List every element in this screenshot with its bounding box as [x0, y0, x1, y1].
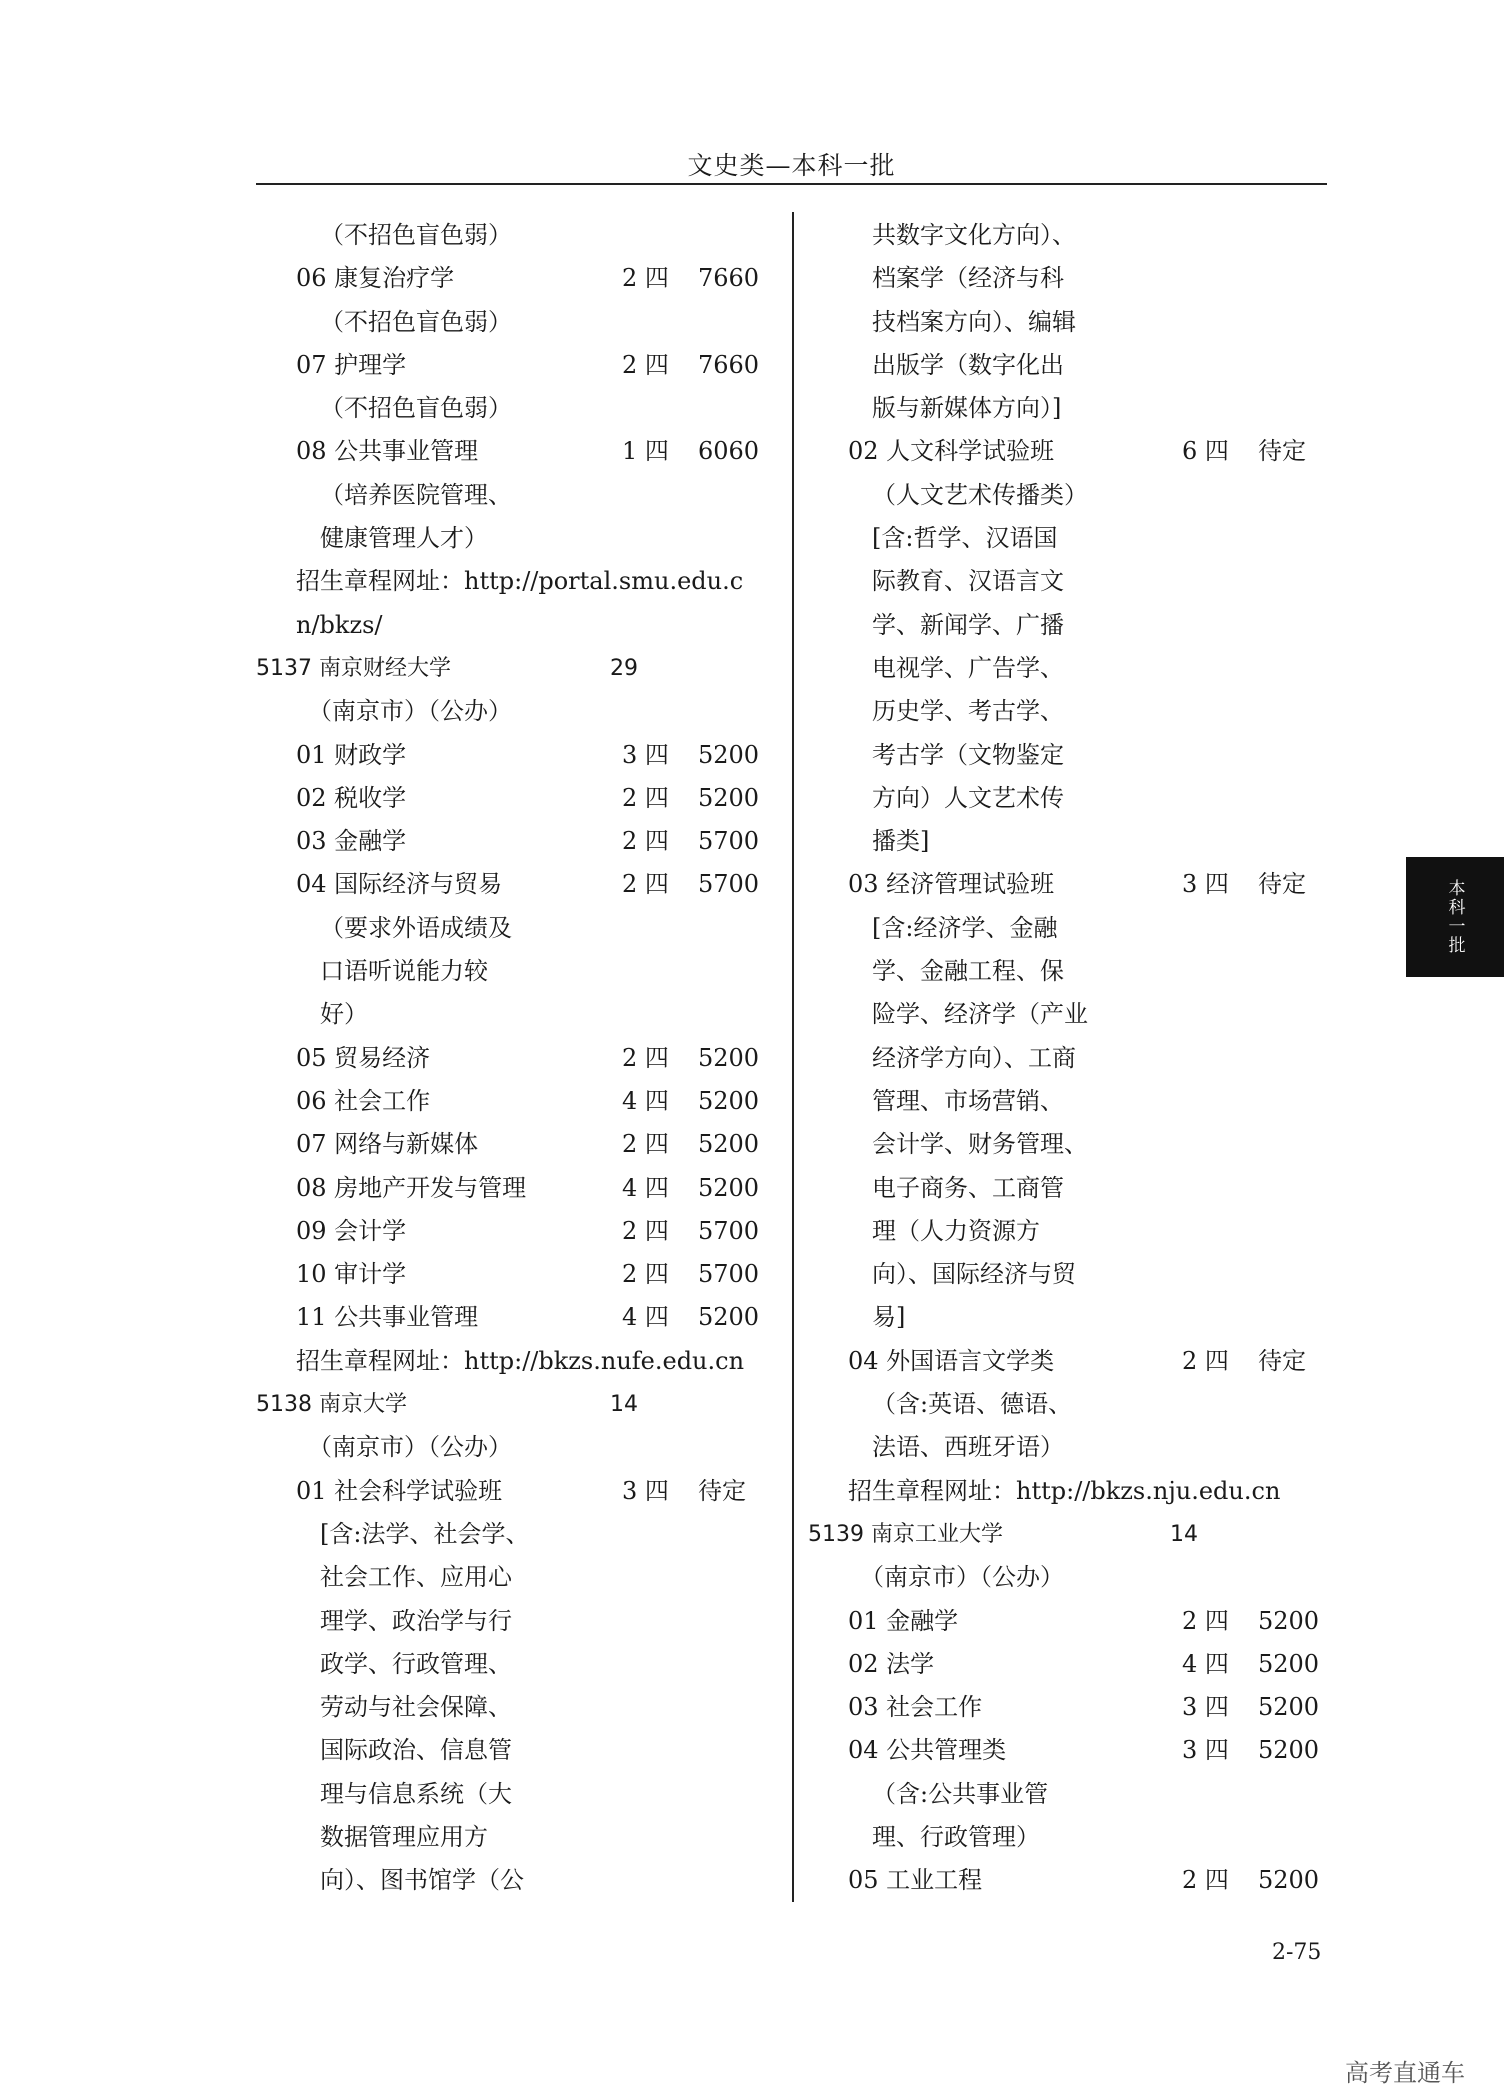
note-line: 播类] — [872, 827, 930, 856]
major-quota-duration: 3 四 — [622, 740, 669, 769]
major-quota-duration: 6 四 — [1182, 437, 1229, 466]
note-line: 理（人力资源方 — [872, 1216, 1040, 1245]
note-line: 档案学（经济与科 — [872, 264, 1064, 293]
major-row — [256, 1080, 776, 1123]
note-line: 易] — [872, 1303, 906, 1332]
major-name: 04 国际经济与贸易 — [296, 870, 503, 899]
major-tuition: 5200 — [1258, 1866, 1320, 1895]
note-line: 数据管理应用方 — [320, 1822, 488, 1851]
major-name: 03 金融学 — [296, 827, 407, 856]
left-column — [256, 214, 776, 1903]
major-tuition: 5700 — [698, 1260, 760, 1289]
note-line: （要求外语成绩及 — [320, 913, 512, 942]
major-tuition: 5200 — [698, 1130, 760, 1159]
note-line: 理、行政管理） — [872, 1822, 1040, 1851]
admissions-url-line: 招生章程网址：http://portal.smu.edu.c — [296, 567, 744, 596]
major-quota-duration: 3 四 — [622, 1476, 669, 1505]
major-name: 01 社会科学试验班 — [296, 1476, 503, 1505]
major-row — [256, 734, 776, 777]
note-line: 向）、图书馆学（公 — [320, 1866, 524, 1895]
note-line: 电视学、广告学、 — [872, 653, 1064, 682]
major-name: 07 网络与新媒体 — [296, 1130, 479, 1159]
major-tuition: 待定 — [1258, 1346, 1306, 1375]
note-line: 理学、政治学与行 — [320, 1606, 512, 1635]
major-quota-duration: 2 四 — [622, 1130, 669, 1159]
note-line: 管理、市场营销、 — [872, 1086, 1064, 1115]
institution-name: 5138 南京大学 — [256, 1392, 407, 1418]
major-name: 05 贸易经济 — [296, 1043, 431, 1072]
major-name: 08 房地产开发与管理 — [296, 1173, 527, 1202]
note-line: 考古学（文物鉴定 — [872, 740, 1064, 769]
note-line: （含:公共事业管 — [872, 1779, 1049, 1808]
note-line: 会计学、财务管理、 — [872, 1130, 1088, 1159]
note-line: 健康管理人才） — [320, 524, 488, 553]
note-line: 方向）人文艺术传 — [872, 783, 1064, 812]
major-row — [256, 1210, 776, 1253]
major-row — [256, 1253, 776, 1296]
note-line: 劳动与社会保障、 — [320, 1693, 512, 1722]
major-name: 04 外国语言文学类 — [848, 1346, 1055, 1375]
note-line: 好） — [320, 1000, 368, 1029]
page-header-title: 文史类—本科一批 — [687, 151, 896, 180]
major-quota-duration: 4 四 — [622, 1086, 669, 1115]
major-quota-duration: 4 四 — [1182, 1649, 1229, 1678]
major-tuition: 5700 — [698, 1216, 760, 1245]
major-name: 06 社会工作 — [296, 1086, 431, 1115]
note-line: （不招色盲色弱） — [320, 394, 512, 423]
institution-quota: 14 — [1170, 1521, 1198, 1547]
note-line: （南京市）（公办） — [308, 1433, 512, 1462]
major-row — [808, 1729, 1324, 1772]
major-tuition: 5700 — [698, 827, 760, 856]
major-name: 09 会计学 — [296, 1216, 407, 1245]
major-tuition: 5200 — [1258, 1606, 1320, 1635]
major-row — [256, 863, 776, 906]
major-row — [808, 1643, 1324, 1686]
note-line: （不招色盲色弱） — [320, 307, 512, 336]
note-line: 法语、西班牙语） — [872, 1433, 1064, 1462]
admissions-url-line: 招生章程网址：http://bkzs.nju.edu.cn — [848, 1476, 1281, 1505]
institution-row — [256, 647, 776, 690]
major-row — [256, 1167, 776, 1210]
major-quota-duration: 3 四 — [1182, 1693, 1229, 1722]
major-row — [256, 344, 776, 387]
major-tuition: 5200 — [1258, 1736, 1320, 1765]
major-tuition: 7660 — [698, 350, 760, 379]
major-name: 08 公共事业管理 — [296, 437, 479, 466]
major-quota-duration: 1 四 — [622, 437, 669, 466]
major-row — [256, 430, 776, 473]
major-row — [256, 777, 776, 820]
major-quota-duration: 2 四 — [622, 1216, 669, 1245]
note-line: （南京市）（公办） — [308, 697, 512, 726]
major-row — [256, 820, 776, 863]
major-tuition: 5200 — [1258, 1693, 1320, 1722]
major-quota-duration: 2 四 — [622, 870, 669, 899]
institution-row — [256, 1383, 776, 1426]
major-quota-duration: 3 四 — [1182, 870, 1229, 899]
major-name: 01 金融学 — [848, 1606, 959, 1635]
major-name: 06 康复治疗学 — [296, 264, 455, 293]
note-line: 际教育、汉语言文 — [872, 567, 1064, 596]
note-line: [含:经济学、金融 — [872, 913, 1058, 942]
major-name: 03 经济管理试验班 — [848, 870, 1055, 899]
note-line: 口语听说能力较 — [320, 957, 488, 986]
major-tuition: 5200 — [698, 740, 760, 769]
major-tuition: 5200 — [698, 783, 760, 812]
note-line: （培养医院管理、 — [320, 480, 512, 509]
column-divider — [792, 212, 794, 1902]
note-line: 共数字文化方向）、 — [872, 221, 1076, 249]
note-line: 电子商务、工商管 — [872, 1173, 1064, 1202]
major-tuition: 待定 — [698, 1476, 746, 1505]
major-tuition: 5200 — [698, 1043, 760, 1072]
major-row — [808, 1340, 1324, 1383]
major-tuition: 待定 — [1258, 870, 1306, 899]
note-line: （人文艺术传播类） — [872, 480, 1088, 509]
note-line: 出版学（数字化出 — [872, 350, 1064, 379]
note-line: （含:英语、德语、 — [872, 1390, 1073, 1419]
major-quota-duration: 4 四 — [622, 1173, 669, 1202]
note-line: 险学、经济学（产业 — [872, 1000, 1088, 1029]
admissions-url-line: 招生章程网址：http://bkzs.nufe.edu.cn — [296, 1346, 745, 1375]
note-line: 历史学、考古学、 — [872, 697, 1064, 726]
major-tuition: 7660 — [698, 264, 760, 293]
admissions-url-line: n/bkzs/ — [296, 610, 383, 639]
major-quota-duration: 2 四 — [622, 783, 669, 812]
major-quota-duration: 2 四 — [622, 1260, 669, 1289]
major-row — [808, 430, 1324, 473]
major-tuition: 5200 — [698, 1173, 760, 1202]
major-name: 01 财政学 — [296, 740, 407, 769]
note-line: （南京市）（公办） — [860, 1563, 1064, 1592]
major-row — [808, 1686, 1324, 1729]
institution-row — [808, 1513, 1324, 1556]
major-tuition: 5200 — [698, 1303, 760, 1332]
page-number: 2-75 — [1272, 1940, 1322, 1965]
major-quota-duration: 3 四 — [1182, 1736, 1229, 1765]
major-name: 02 法学 — [848, 1649, 935, 1678]
major-quota-duration: 4 四 — [622, 1303, 669, 1332]
major-tuition: 5200 — [1258, 1649, 1320, 1678]
major-tuition: 5200 — [698, 1086, 760, 1115]
institution-name: 5139 南京工业大学 — [808, 1521, 1003, 1547]
major-name: 04 公共管理类 — [848, 1736, 1007, 1765]
note-line: 国际政治、信息管 — [320, 1736, 512, 1765]
major-quota-duration: 2 四 — [1182, 1606, 1229, 1635]
major-row — [808, 1600, 1324, 1643]
major-row — [256, 1470, 776, 1513]
major-name: 03 社会工作 — [848, 1693, 983, 1722]
note-line: （不招色盲色弱） — [320, 221, 512, 249]
institution-quota: 14 — [610, 1392, 638, 1418]
note-line: [含:法学、社会学、 — [320, 1519, 530, 1548]
major-quota-duration: 2 四 — [622, 1043, 669, 1072]
major-tuition: 5700 — [698, 870, 760, 899]
major-name: 11 公共事业管理 — [296, 1303, 479, 1332]
major-name: 05 工业工程 — [848, 1866, 983, 1895]
note-line: 向）、国际经济与贸 — [872, 1260, 1076, 1289]
major-name: 07 护理学 — [296, 350, 407, 379]
note-line: 版与新媒体方向）] — [872, 394, 1062, 423]
institution-quota: 29 — [610, 655, 638, 681]
note-line: 经济学方向）、工商 — [872, 1043, 1076, 1072]
right-column — [808, 214, 1324, 1903]
major-quota-duration: 2 四 — [622, 827, 669, 856]
major-tuition: 待定 — [1258, 437, 1306, 466]
major-name: 10 审计学 — [296, 1260, 407, 1289]
major-row — [808, 863, 1324, 906]
note-line: 政学、行政管理、 — [320, 1649, 512, 1678]
note-line: [含:哲学、汉语国 — [872, 524, 1058, 553]
major-quota-duration: 2 四 — [1182, 1346, 1229, 1375]
header-rule — [256, 183, 1327, 185]
major-quota-duration: 2 四 — [622, 350, 669, 379]
major-row — [256, 1037, 776, 1080]
major-row — [256, 1123, 776, 1166]
note-line: 技档案方向）、编辑 — [872, 307, 1076, 336]
major-tuition: 6060 — [698, 437, 760, 466]
note-line: 学、新闻学、广播 — [872, 610, 1064, 639]
major-row — [256, 257, 776, 300]
major-row — [256, 1296, 776, 1339]
major-name: 02 税收学 — [296, 783, 407, 812]
major-row — [808, 1859, 1324, 1902]
major-quota-duration: 2 四 — [1182, 1866, 1229, 1895]
note-line: 理与信息系统（大 — [320, 1779, 512, 1808]
institution-name: 5137 南京财经大学 — [256, 655, 451, 681]
watermark-text: 高考直通车 — [1345, 2059, 1465, 2087]
major-name: 02 人文科学试验班 — [848, 437, 1055, 466]
side-tab-label: 本科一批 — [1406, 857, 1504, 977]
major-quota-duration: 2 四 — [622, 264, 669, 293]
note-line: 学、金融工程、保 — [872, 957, 1064, 986]
note-line: 社会工作、应用心 — [320, 1563, 512, 1592]
